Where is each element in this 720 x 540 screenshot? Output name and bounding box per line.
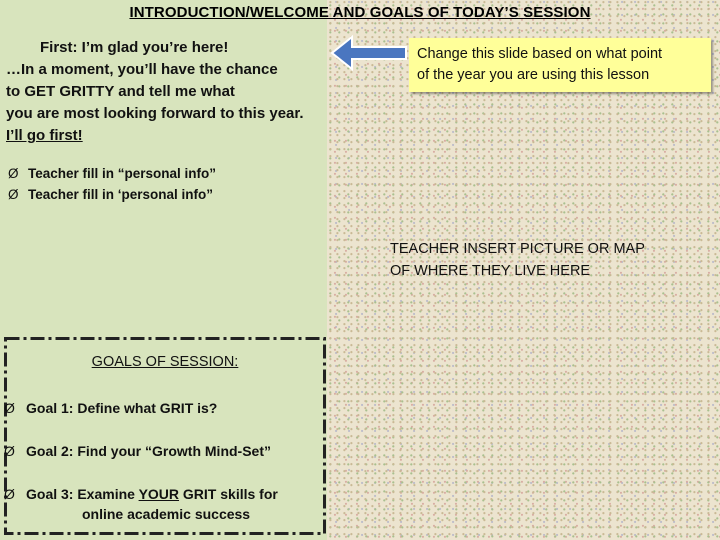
goals-header: GOALS OF SESSION: xyxy=(91,354,239,370)
left-arrow-icon xyxy=(330,34,408,72)
intro-line-2: …In a moment, you’ll have the chance xyxy=(6,61,278,78)
arrow-bullet-icon: Ø xyxy=(4,400,15,416)
intro-text xyxy=(6,37,324,147)
intro-line-5: I’ll go first! xyxy=(6,127,83,144)
slide-title: INTRODUCTION/WELCOME AND GOALS OF TODAY’S SESSION xyxy=(129,4,591,21)
goal-1-text: Goal 1: Define what GRIT is? xyxy=(26,400,218,416)
goal-3-continuation: online academic success xyxy=(82,506,251,522)
arrow-bullet-icon: Ø xyxy=(4,443,15,459)
note-line-2: of the year you are using this lesson xyxy=(417,67,650,83)
placeholder-line-2: OF WHERE THEY LIVE HERE xyxy=(390,263,591,279)
bullet-text: Teacher fill in “personal info” xyxy=(28,166,217,181)
goals-box xyxy=(4,337,326,535)
picture-placeholder xyxy=(390,238,645,282)
goal-3-text-c: GRIT skills for xyxy=(179,486,278,502)
arrow-bullet-icon: Ø xyxy=(8,166,19,181)
list-item xyxy=(8,184,216,205)
arrow-bullet-icon: Ø xyxy=(4,486,15,502)
goal-3 xyxy=(4,484,278,524)
note-line-1: Change this slide based on what point xyxy=(417,46,663,62)
arrow-bullet-icon: Ø xyxy=(8,187,19,202)
goal-2 xyxy=(4,441,271,461)
goal-2-text: Goal 2: Find your “Growth Mind-Set” xyxy=(26,443,271,459)
goal-3-emphasis: YOUR xyxy=(138,486,180,502)
list-item xyxy=(8,163,216,184)
intro-line-3: to GET GRITTY and tell me what xyxy=(6,83,235,100)
bullet-text: Teacher fill in ‘personal info” xyxy=(28,187,214,202)
personal-info-list xyxy=(8,163,216,205)
intro-line-1: First: I’m glad you’re here! xyxy=(40,39,229,56)
placeholder-line-1: TEACHER INSERT PICTURE OR MAP xyxy=(390,241,645,257)
sticky-note xyxy=(409,38,711,92)
goal-1 xyxy=(4,398,217,418)
intro-line-4: you are most looking forward to this year. xyxy=(6,105,304,122)
goal-3-text-a: Goal 3: Examine xyxy=(26,486,139,502)
